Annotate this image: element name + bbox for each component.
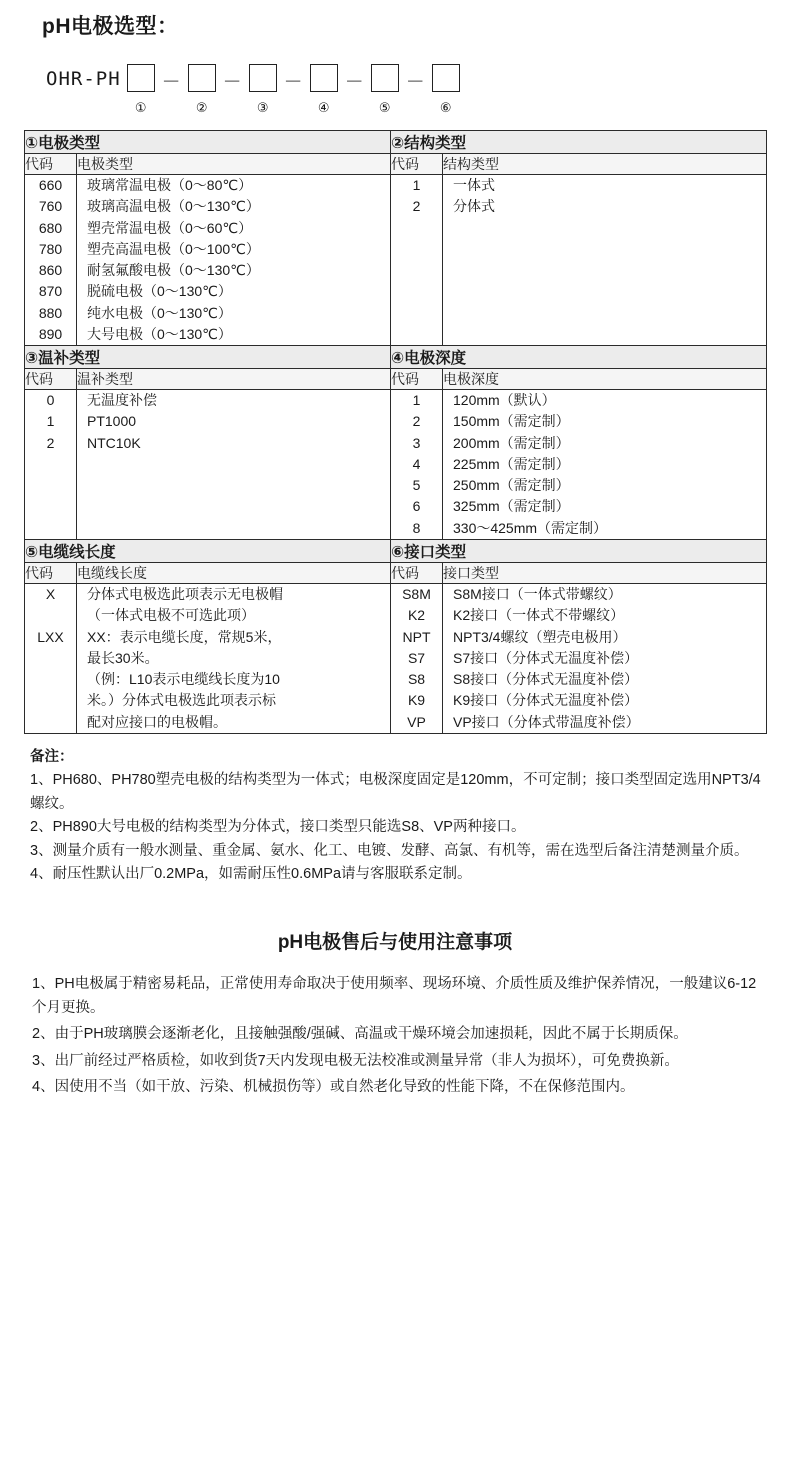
code-cell: 2 — [412, 413, 421, 430]
remark-item: 2、PH890大号电极的结构类型为分体式，接口类型只能选S8、VP两种接口。 — [30, 819, 526, 836]
code-cell: VP — [407, 713, 426, 730]
col-head-name-5: 电缆线长度 — [77, 562, 391, 583]
section-heading-4: ④电极深度 — [391, 346, 767, 369]
table-row — [25, 562, 767, 583]
model-code-row — [46, 58, 790, 116]
value-cell: 配对应接口的电极帽。 — [87, 713, 227, 730]
value-cell: 330～425mm（需定制） — [453, 519, 608, 536]
slot-box-5[interactable] — [371, 64, 399, 92]
slot-number-1: ① — [134, 100, 147, 115]
section-1-codes — [25, 175, 77, 346]
code-cell: 660 — [38, 177, 63, 193]
table-row — [25, 346, 767, 369]
value-cell: 纯水电极（0～130℃） — [87, 304, 232, 321]
value-cell: （一体式电极不可选此项） — [87, 607, 255, 624]
name-list-2 — [443, 175, 766, 218]
table-row — [25, 175, 767, 346]
code-cell: LXX — [37, 628, 64, 645]
code-cell: 880 — [38, 304, 63, 321]
col-head-name-1: 电极类型 — [77, 154, 391, 175]
code-cell: 1 — [46, 413, 55, 430]
value-cell: 分体式电极选此项表示无电极帽 — [87, 585, 283, 602]
slot-number-6: ⑥ — [439, 100, 452, 115]
name-list-1 — [77, 175, 390, 345]
code-cell: S7 — [407, 649, 426, 666]
col-head-name-6: 接口类型 — [443, 562, 767, 583]
col-head-code-6: 代码 — [391, 562, 443, 583]
value-cell: NTC10K — [87, 434, 141, 451]
model-slot-1 — [127, 58, 155, 116]
code-cell: 3 — [412, 434, 421, 451]
remark-item: 4、耐压性默认出厂0.2MPa，如需耐压性0.6MPa请与客服联系定制。 — [30, 866, 472, 883]
code-cell: X — [45, 585, 56, 602]
model-slot-2 — [188, 58, 216, 116]
name-list-6 — [443, 584, 766, 733]
value-cell: 325mm（需定制） — [453, 498, 570, 515]
code-cell: S8M — [402, 585, 431, 602]
code-cell: 2 — [412, 198, 421, 215]
code-cell: 2 — [46, 434, 55, 451]
code-cell: 680 — [38, 219, 63, 236]
code-list-3 — [25, 390, 76, 454]
section-4-names — [443, 390, 767, 540]
code-cell: 780 — [38, 240, 63, 257]
value-cell: 250mm（需定制） — [453, 477, 570, 494]
value-cell: K2接口（一体式不带螺纹） — [453, 607, 625, 624]
name-list-4 — [443, 390, 766, 539]
model-prefix: OHR-PH — [46, 68, 121, 90]
aftersales-item: 4、因使用不当（如干放、污染、机械损伤等）或自然老化导致的性能下降，不在保修范围内。 — [32, 1079, 635, 1096]
value-cell: 耐氢氟酸电极（0～130℃） — [87, 262, 260, 279]
code-cell: 870 — [38, 283, 63, 300]
col-head-code-3: 代码 — [25, 369, 77, 390]
code-cell: 1 — [412, 177, 421, 193]
slot-separator-4: － — [344, 71, 364, 93]
col-head-name-2: 结构类型 — [443, 154, 767, 175]
table-row — [25, 154, 767, 175]
value-cell: 塑壳高温电极（0～100℃） — [87, 240, 260, 257]
slot-number-2: ② — [195, 100, 208, 115]
section-6-names — [443, 583, 767, 733]
slot-separator-5: － — [405, 71, 425, 93]
code-cell: 1 — [412, 392, 421, 409]
code-cell: 890 — [38, 325, 63, 342]
model-slot-6 — [432, 58, 460, 116]
value-cell: XX：表示电缆长度，常规5米， — [87, 628, 282, 645]
value-cell: 无温度补偿 — [87, 392, 157, 409]
value-cell: 塑壳常温电极（0～60℃） — [87, 219, 253, 236]
section-5-codes — [25, 583, 77, 733]
model-slot-5 — [371, 58, 399, 116]
table-row — [25, 131, 767, 154]
code-list-1 — [25, 175, 76, 345]
table-row — [25, 583, 767, 733]
page-root — [0, 10, 790, 1100]
spacer — [25, 605, 76, 626]
code-cell: S8 — [407, 671, 426, 688]
selection-table — [24, 130, 767, 734]
slot-box-1[interactable] — [127, 64, 155, 92]
slot-separator-1: － — [161, 71, 181, 93]
value-cell: 脱硫电极（0～130℃） — [87, 283, 232, 300]
col-head-name-3: 温补类型 — [77, 369, 391, 390]
col-head-code-4: 代码 — [391, 369, 443, 390]
value-cell: S8接口（分体式无温度补偿） — [453, 671, 639, 688]
aftersales-title: pH电极售后与使用注意事项 — [277, 931, 513, 953]
page-title: pH电极选型： — [42, 15, 179, 38]
section-5-names — [77, 583, 391, 733]
slot-separator-2: － — [222, 71, 242, 93]
value-cell: 米。）分体式电极选此项表示标 — [87, 692, 276, 709]
section-6-codes — [391, 583, 443, 733]
code-list-4 — [391, 390, 442, 539]
remarks-title: 备注： — [30, 748, 74, 765]
model-slot-3 — [249, 58, 277, 116]
code-cell: 0 — [46, 392, 55, 409]
code-list-2 — [391, 175, 442, 218]
code-cell: 860 — [38, 262, 63, 279]
section-4-codes — [391, 390, 443, 540]
code-cell: 760 — [38, 198, 63, 215]
section-3-names — [77, 390, 391, 540]
model-slot-4 — [310, 58, 338, 116]
code-cell: NPT — [402, 628, 431, 645]
name-list-5 — [77, 584, 390, 733]
code-cell: 5 — [412, 477, 421, 494]
col-head-code-2: 代码 — [391, 154, 443, 175]
code-cell: 4 — [412, 455, 421, 472]
slot-number-4: ④ — [317, 100, 330, 115]
value-cell: PT1000 — [87, 413, 137, 430]
table-row — [25, 369, 767, 390]
col-head-code-1: 代码 — [25, 154, 77, 175]
value-cell: 玻璃高温电极（0～130℃） — [87, 198, 260, 215]
section-1-names — [77, 175, 391, 346]
slot-box-4[interactable] — [310, 64, 338, 92]
remark-item: 3、测量介质有一般水测量、重金属、氨水、化工、电镀、发酵、高氯、有机等，需在选型后备注清楚测量介质。 — [30, 842, 749, 859]
code-list-6 — [391, 584, 442, 733]
col-head-code-5: 代码 — [25, 562, 77, 583]
code-cell: K2 — [407, 607, 426, 624]
value-cell: 玻璃常温电极（0～80℃） — [87, 177, 253, 193]
aftersales-block — [32, 972, 762, 1100]
slot-box-2[interactable] — [188, 64, 216, 92]
value-cell: 120mm（默认） — [453, 392, 556, 409]
table-row — [25, 390, 767, 540]
remarks-block — [30, 746, 766, 887]
code-cell: 8 — [412, 519, 421, 536]
name-list-3 — [77, 390, 390, 454]
code-cell: K9 — [407, 692, 426, 709]
section-heading-3: ③温补类型 — [25, 346, 391, 369]
value-cell: 大号电极（0～130℃） — [87, 325, 232, 342]
slot-number-5: ⑤ — [378, 100, 391, 115]
model-slots — [127, 58, 460, 116]
code-list-5 — [25, 584, 76, 648]
code-cell: 6 — [412, 498, 421, 515]
value-cell: NPT3/4螺纹（塑壳电极用） — [453, 628, 627, 645]
value-cell: （例：L10表示电缆线长度为10 — [87, 671, 280, 688]
value-cell: S7接口（分体式无温度补偿） — [453, 649, 639, 666]
aftersales-item: 3、出厂前经过严格质检，如收到货7天内发现电极无法校准或测量异常（非人为损坏），可免费换新。 — [32, 1052, 679, 1069]
value-cell: 分体式 — [453, 198, 495, 215]
value-cell: 150mm（需定制） — [453, 413, 570, 430]
remark-item: 1、PH680、PH780塑壳电极的结构类型为一体式；电极深度固定是120mm，不可定制；接口类型固定选用NPT3/4螺纹。 — [30, 772, 761, 812]
aftersales-item: 2、由于PH玻璃膜会逐渐老化，且接触强酸/强碱、高温或干燥环境会加速损耗，因此不属于长期质保。 — [32, 1026, 688, 1043]
section-heading-2: ②结构类型 — [391, 131, 767, 154]
section-3-codes — [25, 390, 77, 540]
aftersales-item: 1、PH电极属于精密易耗品，正常使用寿命取决于使用频率、现场环境、介质性质及维护保养情况，一般建议6-12个月更换。 — [32, 975, 757, 1017]
value-cell: 一体式 — [453, 177, 495, 193]
value-cell: 最长30米。 — [87, 649, 159, 666]
slot-separator-3: － — [283, 71, 303, 93]
value-cell: 200mm（需定制） — [453, 434, 570, 451]
value-cell: S8M接口（一体式带螺纹） — [453, 585, 622, 602]
value-cell: VP接口（分体式带温度补偿） — [453, 713, 640, 730]
section-2-names — [443, 175, 767, 346]
slot-box-3[interactable] — [249, 64, 277, 92]
slot-box-6[interactable] — [432, 64, 460, 92]
value-cell: K9接口（分体式无温度补偿） — [453, 692, 639, 709]
section-heading-5: ⑤电缆线长度 — [25, 539, 391, 562]
value-cell: 225mm（需定制） — [453, 455, 570, 472]
col-head-name-4: 电极深度 — [443, 369, 767, 390]
table-row — [25, 539, 767, 562]
slot-number-3: ③ — [256, 100, 269, 115]
section-heading-1: ①电极类型 — [25, 131, 391, 154]
section-heading-6: ⑥接口类型 — [391, 539, 767, 562]
section-2-codes — [391, 175, 443, 346]
